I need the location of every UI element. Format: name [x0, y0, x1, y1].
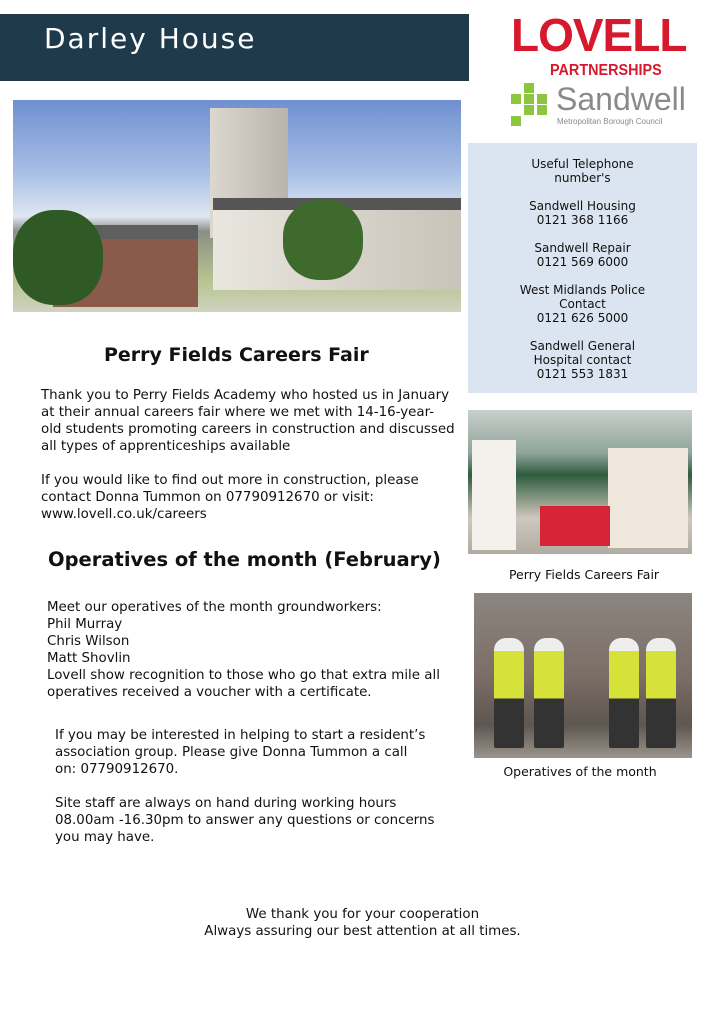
telephone-numbers-box	[468, 143, 697, 393]
phones-title: Useful Telephone number's	[531, 157, 634, 185]
page-title: Darley House	[44, 22, 257, 55]
operatives-caption: Operatives of the month	[503, 764, 657, 779]
phone-entry: Sandwell Housing 0121 368 1166	[529, 199, 636, 227]
operatives-heading: Operatives of the month (February)	[48, 548, 441, 571]
sandwell-logo: Sandwell	[556, 81, 686, 117]
sandwell-logo-mark-icon	[511, 83, 547, 127]
closing-message: We thank you for your cooperation Always assuring our best attention at all times.	[204, 907, 521, 939]
sandwell-logo-subtitle: Metropolitan Borough Council	[557, 117, 663, 126]
careers-fair-caption: Perry Fields Careers Fair	[508, 567, 660, 582]
careers-fair-photo	[468, 410, 692, 554]
operatives-text: Meet our operatives of the month groundworkers: Phil Murray Chris Wilson Matt Shovlin Lovell show recognition to those who go that extra mile all operatives received a voucher with a certificate.	[47, 600, 440, 700]
phone-entry: Sandwell General Hospital contact 0121 553 1831	[529, 339, 636, 381]
darley-house-render-image	[13, 100, 461, 312]
lovell-logo: LOVELL	[511, 9, 687, 61]
phone-entry: Sandwell Repair 0121 569 6000	[534, 241, 631, 269]
phone-entry: West Midlands Police Contact 0121 626 5000	[519, 283, 646, 325]
careers-link[interactable]: www.lovell.co.uk/careers	[41, 507, 207, 522]
operatives-photo	[474, 593, 692, 758]
careers-fair-heading: Perry Fields Careers Fair	[104, 344, 369, 366]
title-banner	[0, 14, 469, 81]
lovell-logo-subtitle: PARTNERSHIPS	[550, 62, 662, 79]
careers-fair-text: Thank you to Perry Fields Academy who hosted us in January at their annual careers fair where we met with 14-16-year- old students promoting careers in construction and discussed all types of apprenticeships available If you would like to find out more in construction, please contact Donna Tummon on 07790912670 or visit: www.lovell.co.uk/careers	[41, 387, 461, 523]
residents-association-text: If you may be interested in helping to start a resident’s association group. Please give Donna Tummon a call on: 07790912670. Site staff are always on hand during working hours 08.00am -16.30pm to answer any questions or concerns you may have.	[55, 728, 435, 845]
